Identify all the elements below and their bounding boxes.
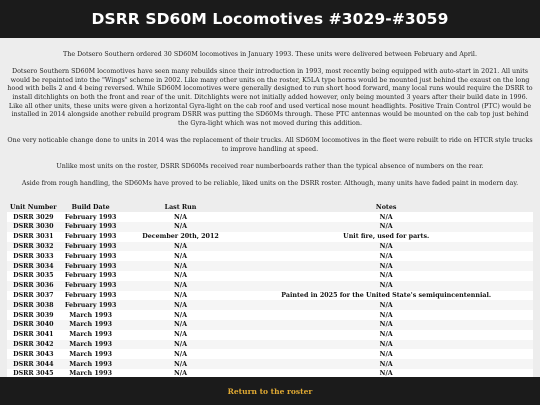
cell-build-date: March 1993 [69,370,113,377]
cell-unit-number: DSRR 3029 [13,213,54,221]
table-row [7,261,533,271]
cell-build-date: February 1993 [64,252,117,260]
cell-last-run: N/A [173,311,188,319]
cell-unit-number: DSRR 3036 [13,282,54,290]
cell-build-date: March 1993 [69,341,113,349]
cell-last-run: N/A [173,213,188,221]
table-row [7,281,533,291]
cell-notes: N/A [379,272,393,280]
table-row [7,271,533,281]
cell-unit-number: DSRR 3031 [13,233,54,241]
cell-unit-number: DSRR 3042 [13,341,54,349]
cell-notes: N/A [379,360,393,368]
cell-unit-number: DSRR 3034 [13,262,54,270]
return-to-roster-link[interactable]: Return to the roster [227,386,313,396]
cell-last-run: N/A [173,272,188,280]
cell-last-run: N/A [173,350,188,358]
cell-notes: N/A [379,321,393,329]
table-row [7,212,533,222]
table-row [7,222,533,232]
cell-last-run: December 20th, 2012 [142,233,219,241]
cell-last-run: N/A [173,223,188,231]
table-row [7,349,533,359]
cell-notes: N/A [379,252,393,260]
cell-last-run: N/A [173,301,188,309]
intro-paragraph: Aside from rough handling, the SD60Ms have proved to be reliable, liked units on the DSRR roster. Although, many units have faded paint in modern day. [21,179,519,187]
table-row [7,251,533,261]
cell-notes: Painted in 2025 for the United State's semiquincentennial. [281,292,492,300]
table-row [7,242,533,252]
cell-notes: Unit fire, used for parts. [343,233,430,241]
cell-build-date: February 1993 [64,282,117,290]
table-row [7,310,533,320]
cell-unit-number: DSRR 3041 [13,331,54,339]
page-footer [0,377,540,405]
table-row [7,369,533,377]
cell-notes: N/A [379,282,393,290]
cell-build-date: February 1993 [64,243,117,251]
cell-unit-number: DSRR 3043 [13,350,54,358]
cell-unit-number: DSRR 3039 [13,311,54,319]
cell-notes: N/A [379,223,393,231]
cell-notes: N/A [379,243,393,251]
cell-build-date: March 1993 [69,321,113,329]
cell-build-date: March 1993 [69,311,113,319]
cell-unit-number: DSRR 3030 [13,223,54,231]
cell-notes: N/A [379,331,393,339]
cell-unit-number: DSRR 3045 [13,370,54,377]
table-body [7,212,533,377]
cell-notes: N/A [379,350,393,358]
cell-last-run: N/A [173,331,188,339]
cell-unit-number: DSRR 3040 [13,321,54,329]
cell-unit-number: DSRR 3035 [13,272,54,280]
cell-build-date: February 1993 [64,262,117,270]
cell-build-date: February 1993 [64,213,117,221]
column-header-notes: Notes [239,203,533,213]
intro-paragraph: The Dotsero Southern ordered 30 SD60M locomotives in January 1993. These units were delivered between February and April. [63,51,477,58]
cell-build-date: March 1993 [69,331,113,339]
cell-build-date: February 1993 [64,301,117,309]
table-row [7,359,533,369]
cell-last-run: N/A [173,282,188,290]
cell-build-date: February 1993 [64,233,117,241]
cell-build-date: March 1993 [69,360,113,368]
main-content [0,38,540,377]
table-row [7,300,533,310]
table-row [7,330,533,340]
cell-unit-number: DSRR 3038 [13,301,54,309]
cell-last-run: N/A [173,360,188,368]
intro-paragraph: Dotsero Southern SD60M locomotives have seen many rebuilds since their introduction in 1993, most recently being equipped with auto-start in 2021. All units would be repainted into the "Wings" scheme in 2002. Like many other units on the roster, K5LA type horns would be mounted just behind the exaust on the long hood with bells 2 and 4 being reversed. While SD60M locomotives were generally designed to run short hood forward, many local runs would require the DSRR to install ditchlights on both the front and rear of the unit. Ditchlights were not initially added however, only being mounted 3 years after their build date in 1996. Like all other units, these units were given a horizontal Gyra-light on the cab roof and used vertical nose mount headlights. Positive Train Control (PTC) would be installed in 2014 alongside another rebuild program DSRR was putting the SD60Ms through. These PTC antennas would be mounted on the cab top just behind the Gyra-light which was not moved during this addition. [7,68,533,127]
page-title: DSRR SD60M Locomotives #3029-#3059 [91,10,449,28]
cell-unit-number: DSRR 3032 [13,243,54,251]
locomotive-table [7,203,533,378]
table-row [7,232,533,242]
cell-unit-number: DSRR 3044 [13,360,54,368]
page-header [0,0,540,38]
cell-build-date: February 1993 [64,292,117,300]
cell-last-run: N/A [173,292,188,300]
table-header-row [7,203,533,213]
cell-last-run: N/A [173,341,188,349]
cell-notes: N/A [379,370,393,377]
cell-unit-number: DSRR 3033 [13,252,54,260]
column-header-last-run: Last Run [122,203,240,213]
cell-last-run: N/A [173,370,188,377]
cell-notes: N/A [379,301,393,309]
table-row [7,320,533,330]
cell-notes: N/A [379,341,393,349]
cell-build-date: February 1993 [64,272,117,280]
cell-last-run: N/A [173,243,188,251]
intro-paragraph: One very noticable change done to units in 2014 was the replacement of their trucks. All SD60M locomotives in the fleet were rebuilt to ride on HTCR style trucks to improve handling at speed. [7,136,533,153]
cell-build-date: February 1993 [64,223,117,231]
table-row [7,291,533,301]
cell-unit-number: DSRR 3037 [13,292,54,300]
column-header-unit-number: Unit Number [7,203,60,213]
intro-text [0,38,540,189]
table-row [7,340,533,350]
cell-notes: N/A [379,311,393,319]
intro-paragraph: Unlike most units on the roster, DSRR SD60Ms received rear numberboards rather than the typical absence of numbers on the rear. [56,162,484,170]
cell-last-run: N/A [173,321,188,329]
cell-notes: N/A [379,262,393,270]
cell-build-date: March 1993 [69,350,113,358]
column-header-build-date: Build Date [60,203,122,213]
cell-last-run: N/A [173,262,188,270]
cell-last-run: N/A [173,252,188,260]
cell-notes: N/A [379,213,393,221]
